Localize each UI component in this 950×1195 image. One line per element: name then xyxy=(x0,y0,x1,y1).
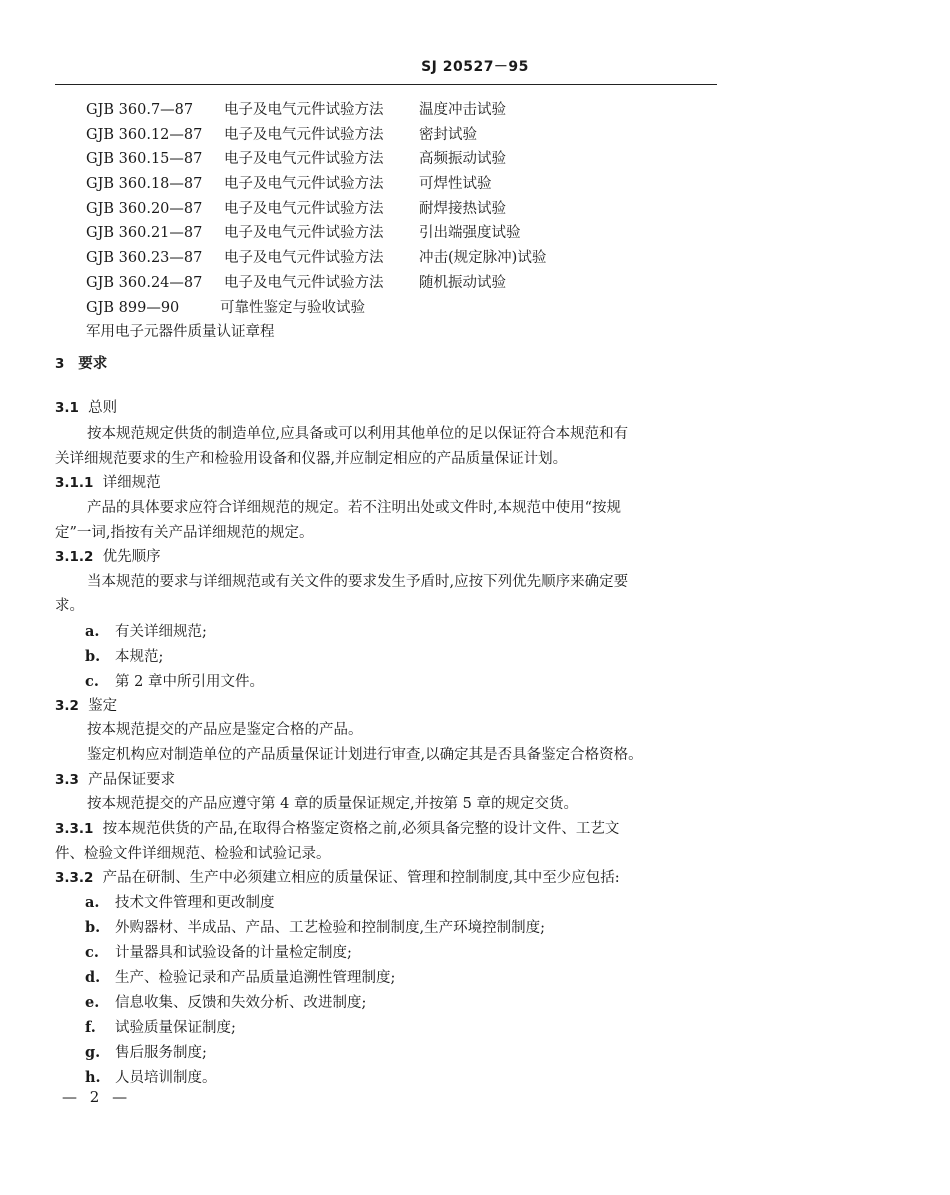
list-item xyxy=(85,891,275,912)
list-item xyxy=(85,991,366,1012)
standard-code-header: SJ 20527－95 xyxy=(421,59,529,75)
reference-title: 电子及电气元件试验方法 xyxy=(224,225,384,242)
clause-title: 详细规范 xyxy=(102,475,161,491)
list-text: 第 2 章中所引用文件。 xyxy=(115,674,264,690)
list-text: 本规范; xyxy=(115,649,164,665)
reference-code: GJB 360.12—87 xyxy=(86,126,203,143)
reference-subtitle: 冲击(规定脉冲)试验 xyxy=(419,250,547,267)
reference-title: 电子及电气元件试验方法 xyxy=(224,151,384,168)
list-item xyxy=(85,1041,207,1062)
list-item xyxy=(85,1016,236,1037)
reference-code: GJB 360.18—87 xyxy=(86,176,203,193)
reference-code: GJB 360.20—87 xyxy=(86,200,203,217)
reference-title: 可靠性鉴定与验收试验 xyxy=(220,299,365,316)
list-item xyxy=(85,941,352,962)
list-letter: f. xyxy=(85,1019,96,1036)
paragraph-line: 按本规范提交的产品应是鉴定合格的产品。 xyxy=(87,722,363,738)
reference-subtitle: 密封试验 xyxy=(419,126,477,143)
reference-title: 电子及电气元件试验方法 xyxy=(224,176,384,193)
reference-subtitle: 引出端强度试验 xyxy=(419,225,521,242)
clause-number: 3.2 xyxy=(55,698,79,714)
list-text: 售后服务制度; xyxy=(115,1045,207,1061)
clause-title: 鉴定 xyxy=(88,698,118,714)
list-text: 计量器具和试验设备的计量检定制度; xyxy=(115,945,352,961)
paragraph-line: 按本规范提交的产品应遵守第 4 章的质量保证规定,并按第 5 章的规定交货。 xyxy=(87,796,578,812)
list-item xyxy=(85,670,264,691)
list-letter: e. xyxy=(85,994,100,1011)
reference-code: GJB 360.21—87 xyxy=(86,225,203,242)
reference-code: GJB 360.24—87 xyxy=(86,274,203,291)
reference-title: 电子及电气元件试验方法 xyxy=(224,102,384,118)
list-letter: d. xyxy=(85,969,101,986)
list-text: 有关详细规范; xyxy=(115,624,207,640)
clause-title: 产品保证要求 xyxy=(88,772,176,788)
paragraph-line: 当本规范的要求与详细规范或有关文件的要求发生予盾时,应按下列优先顺序来确定要 xyxy=(87,574,629,590)
section-title: 要求 xyxy=(78,355,108,372)
clause-number: 3.3.1 xyxy=(55,821,94,837)
paragraph-line: 关详细规范要求的生产和检验用设备和仪器,并应制定相应的产品质量保证计划。 xyxy=(55,451,568,467)
list-text: 人员培训制度。 xyxy=(115,1070,217,1086)
reference-code: GJB 360.7—87 xyxy=(86,102,194,118)
list-item xyxy=(85,966,395,987)
reference-title: 电子及电气元件试验方法 xyxy=(224,250,384,267)
list-text: 生产、检验记录和产品质量追溯性管理制度; xyxy=(115,970,396,986)
clause-number: 3.1.1 xyxy=(55,475,94,491)
list-letter: b. xyxy=(85,919,101,936)
list-item xyxy=(85,645,163,666)
paragraph-line: 产品的具体要求应符合详细规范的规定。若不注明出处或文件时,本规范中使用“按规 xyxy=(87,500,622,516)
list-letter: a. xyxy=(85,894,100,911)
reference-title: 电子及电气元件试验方法 xyxy=(224,200,384,217)
list-letter: g. xyxy=(85,1044,101,1061)
list-letter: h. xyxy=(85,1069,101,1086)
list-item xyxy=(85,916,545,937)
clause-heading xyxy=(55,768,175,789)
reference-title: 电子及电气元件试验方法 xyxy=(224,126,384,143)
list-letter: b. xyxy=(85,648,101,665)
reference-subtitle: 高频振动试验 xyxy=(419,151,506,168)
paragraph-line: 按本规范供货的产品,在取得合格鉴定资格之前,必须具备完整的设计文件、工艺文 xyxy=(102,821,620,837)
reference-code: GJB 360.23—87 xyxy=(86,250,203,267)
list-text: 技术文件管理和更改制度 xyxy=(115,895,275,911)
reference-title: 电子及电气元件试验方法 xyxy=(224,274,384,291)
list-text: 外购器材、半成品、产品、工艺检验和控制制度,生产环境控制制度; xyxy=(115,920,545,936)
paragraph-line: 鉴定机构应对制造单位的产品质量保证计划进行审查,以确定其是否具备鉴定合格资格。 xyxy=(87,747,643,763)
paragraph-line: 定”一词,指按有关产品详细规范的规定。 xyxy=(55,525,314,541)
reference-subtitle: 可焊性试验 xyxy=(419,176,492,193)
header-rule xyxy=(55,84,717,85)
clause-number: 3.3 xyxy=(55,772,79,788)
clause-heading xyxy=(55,396,117,417)
reference-subtitle: 耐焊接热试验 xyxy=(419,200,506,217)
list-text: 信息收集、反馈和失效分析、改进制度; xyxy=(115,995,367,1011)
clause-title: 总则 xyxy=(88,400,118,416)
list-letter: c. xyxy=(85,944,99,961)
clause-paragraph xyxy=(55,817,619,838)
clause-number: 3.3.2 xyxy=(55,870,94,886)
paragraph-line: 按本规范规定供货的制造单位,应具备或可以利用其他单位的足以保证符合本规范和有 xyxy=(87,426,629,442)
reference-code: GJB 899—90 xyxy=(86,299,180,316)
list-item xyxy=(85,620,207,641)
reference-subtitle: 随机振动试验 xyxy=(419,274,506,291)
page-number: — 2 — xyxy=(62,1088,132,1106)
list-item xyxy=(85,1066,217,1087)
clause-heading xyxy=(55,545,161,566)
clause-heading xyxy=(55,471,161,492)
section-number: 3 xyxy=(55,356,65,372)
list-text: 试验质量保证制度; xyxy=(115,1020,236,1036)
list-letter: a. xyxy=(85,623,100,640)
clause-number: 3.1.2 xyxy=(55,549,94,565)
clause-title: 优先顺序 xyxy=(102,549,161,565)
section-heading xyxy=(55,352,107,373)
paragraph-line: 产品在研制、生产中必须建立相应的质量保证、管理和控制制度,其中至少应包括: xyxy=(102,870,620,886)
reference-code: GJB 360.15—87 xyxy=(86,151,203,168)
reference-subtitle: 温度冲击试验 xyxy=(419,102,506,118)
clause-paragraph xyxy=(55,866,620,887)
reference-title: 军用电子元器件质量认证章程 xyxy=(86,324,275,341)
clause-number: 3.1 xyxy=(55,400,79,416)
paragraph-line: 求。 xyxy=(55,598,84,614)
list-letter: c. xyxy=(85,673,99,690)
paragraph-line: 件、检验文件详细规范、检验和试验记录。 xyxy=(55,846,331,862)
clause-heading xyxy=(55,694,117,715)
